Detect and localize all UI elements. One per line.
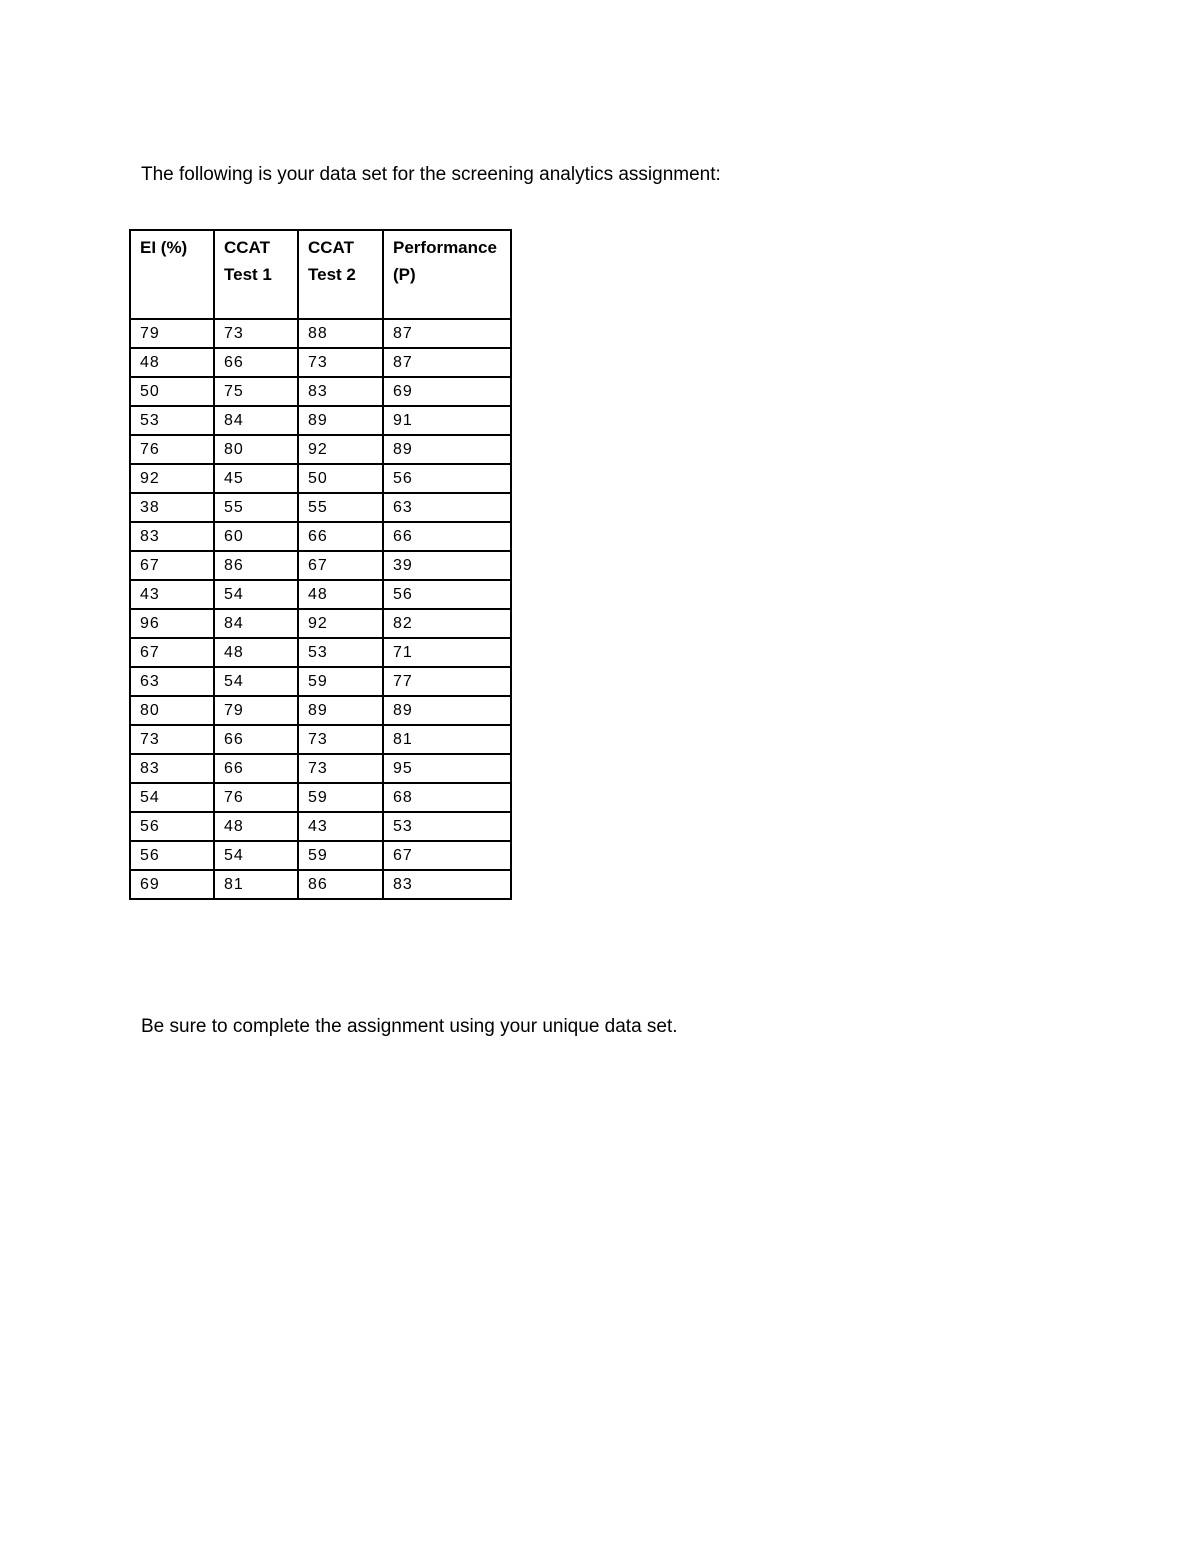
cell-performance: 82 bbox=[383, 609, 511, 638]
table-row bbox=[130, 725, 511, 754]
cell-ccat-test-2: 59 bbox=[298, 841, 383, 870]
intro-text: The following is your data set for the screening analytics assignment: bbox=[141, 164, 721, 185]
cell-performance: 77 bbox=[383, 667, 511, 696]
cell-ei: 83 bbox=[130, 522, 214, 551]
cell-ccat-test-2: 43 bbox=[298, 812, 383, 841]
cell-ei: 50 bbox=[130, 377, 214, 406]
table-row bbox=[130, 377, 511, 406]
cell-performance: 87 bbox=[383, 348, 511, 377]
cell-performance: 56 bbox=[383, 464, 511, 493]
cell-ei: 56 bbox=[130, 841, 214, 870]
header-ei-line-1: EI (%) bbox=[140, 238, 188, 257]
cell-ccat-test-1: 79 bbox=[214, 696, 298, 725]
cell-ccat-test-2: 59 bbox=[298, 783, 383, 812]
header-ccat-test-2 bbox=[298, 230, 383, 319]
table-header bbox=[130, 230, 511, 319]
cell-performance: 91 bbox=[383, 406, 511, 435]
cell-ei: 73 bbox=[130, 725, 214, 754]
header-ccat-test-1 bbox=[214, 230, 298, 319]
cell-ccat-test-2: 83 bbox=[298, 377, 383, 406]
cell-ccat-test-2: 73 bbox=[298, 725, 383, 754]
header-ccat-test-2-line-1: CCAT bbox=[308, 238, 354, 257]
cell-ccat-test-1: 66 bbox=[214, 754, 298, 783]
cell-ei: 80 bbox=[130, 696, 214, 725]
cell-ccat-test-1: 75 bbox=[214, 377, 298, 406]
cell-ei: 56 bbox=[130, 812, 214, 841]
cell-ccat-test-1: 55 bbox=[214, 493, 298, 522]
table-row bbox=[130, 870, 511, 899]
cell-ccat-test-2: 73 bbox=[298, 348, 383, 377]
cell-ccat-test-1: 80 bbox=[214, 435, 298, 464]
cell-ccat-test-1: 48 bbox=[214, 638, 298, 667]
cell-ccat-test-1: 54 bbox=[214, 841, 298, 870]
cell-performance: 95 bbox=[383, 754, 511, 783]
cell-performance: 56 bbox=[383, 580, 511, 609]
header-performance-line-1: Performance bbox=[393, 238, 497, 257]
table-row bbox=[130, 551, 511, 580]
cell-ccat-test-1: 45 bbox=[214, 464, 298, 493]
cell-ccat-test-2: 66 bbox=[298, 522, 383, 551]
cell-ccat-test-2: 92 bbox=[298, 609, 383, 638]
cell-ei: 67 bbox=[130, 551, 214, 580]
table-row bbox=[130, 580, 511, 609]
header-ccat-test-1-line-2: Test 1 bbox=[224, 265, 272, 284]
cell-performance: 87 bbox=[383, 319, 511, 348]
cell-performance: 71 bbox=[383, 638, 511, 667]
table-row bbox=[130, 812, 511, 841]
cell-performance: 66 bbox=[383, 522, 511, 551]
table-row bbox=[130, 754, 511, 783]
header-ei bbox=[130, 230, 214, 319]
table-row bbox=[130, 406, 511, 435]
header-row bbox=[130, 230, 511, 319]
table-row bbox=[130, 638, 511, 667]
table-body bbox=[130, 319, 511, 899]
cell-ccat-test-2: 73 bbox=[298, 754, 383, 783]
cell-ei: 63 bbox=[130, 667, 214, 696]
cell-performance: 39 bbox=[383, 551, 511, 580]
cell-ei: 76 bbox=[130, 435, 214, 464]
header-ccat-test-1-line-1: CCAT bbox=[224, 238, 270, 257]
cell-ccat-test-1: 60 bbox=[214, 522, 298, 551]
cell-ccat-test-1: 54 bbox=[214, 580, 298, 609]
cell-ccat-test-2: 89 bbox=[298, 696, 383, 725]
cell-ccat-test-1: 73 bbox=[214, 319, 298, 348]
cell-ccat-test-2: 88 bbox=[298, 319, 383, 348]
header-ccat-test-2-line-2: Test 2 bbox=[308, 265, 356, 284]
cell-ccat-test-2: 92 bbox=[298, 435, 383, 464]
cell-ccat-test-2: 55 bbox=[298, 493, 383, 522]
cell-ei: 48 bbox=[130, 348, 214, 377]
outro-text: Be sure to complete the assignment using your unique data set. bbox=[141, 1016, 678, 1037]
table-row bbox=[130, 435, 511, 464]
cell-ei: 96 bbox=[130, 609, 214, 638]
header-performance bbox=[383, 230, 511, 319]
cell-ccat-test-2: 59 bbox=[298, 667, 383, 696]
cell-ccat-test-1: 66 bbox=[214, 725, 298, 754]
header-performance-line-2: (P) bbox=[393, 265, 416, 284]
cell-ei: 69 bbox=[130, 870, 214, 899]
cell-ccat-test-1: 66 bbox=[214, 348, 298, 377]
table-row bbox=[130, 464, 511, 493]
table-row bbox=[130, 841, 511, 870]
cell-ei: 92 bbox=[130, 464, 214, 493]
cell-performance: 63 bbox=[383, 493, 511, 522]
cell-ei: 43 bbox=[130, 580, 214, 609]
cell-performance: 67 bbox=[383, 841, 511, 870]
cell-ccat-test-1: 54 bbox=[214, 667, 298, 696]
cell-ccat-test-2: 67 bbox=[298, 551, 383, 580]
table-row bbox=[130, 667, 511, 696]
cell-ei: 38 bbox=[130, 493, 214, 522]
data-set-table bbox=[129, 229, 512, 900]
table-row bbox=[130, 522, 511, 551]
cell-performance: 68 bbox=[383, 783, 511, 812]
cell-ccat-test-1: 76 bbox=[214, 783, 298, 812]
table-row bbox=[130, 783, 511, 812]
table-row bbox=[130, 609, 511, 638]
table-row bbox=[130, 493, 511, 522]
cell-performance: 69 bbox=[383, 377, 511, 406]
cell-performance: 89 bbox=[383, 435, 511, 464]
cell-ccat-test-1: 81 bbox=[214, 870, 298, 899]
cell-ccat-test-1: 84 bbox=[214, 406, 298, 435]
cell-ccat-test-2: 48 bbox=[298, 580, 383, 609]
cell-ei: 79 bbox=[130, 319, 214, 348]
cell-ccat-test-2: 53 bbox=[298, 638, 383, 667]
cell-ei: 83 bbox=[130, 754, 214, 783]
cell-ccat-test-1: 48 bbox=[214, 812, 298, 841]
cell-ccat-test-2: 86 bbox=[298, 870, 383, 899]
cell-ei: 53 bbox=[130, 406, 214, 435]
cell-ccat-test-1: 86 bbox=[214, 551, 298, 580]
cell-performance: 81 bbox=[383, 725, 511, 754]
cell-ei: 67 bbox=[130, 638, 214, 667]
table-row bbox=[130, 696, 511, 725]
cell-ccat-test-2: 89 bbox=[298, 406, 383, 435]
cell-ccat-test-1: 84 bbox=[214, 609, 298, 638]
table-row bbox=[130, 319, 511, 348]
cell-performance: 53 bbox=[383, 812, 511, 841]
cell-performance: 89 bbox=[383, 696, 511, 725]
cell-ccat-test-2: 50 bbox=[298, 464, 383, 493]
table-row bbox=[130, 348, 511, 377]
cell-performance: 83 bbox=[383, 870, 511, 899]
cell-ei: 54 bbox=[130, 783, 214, 812]
